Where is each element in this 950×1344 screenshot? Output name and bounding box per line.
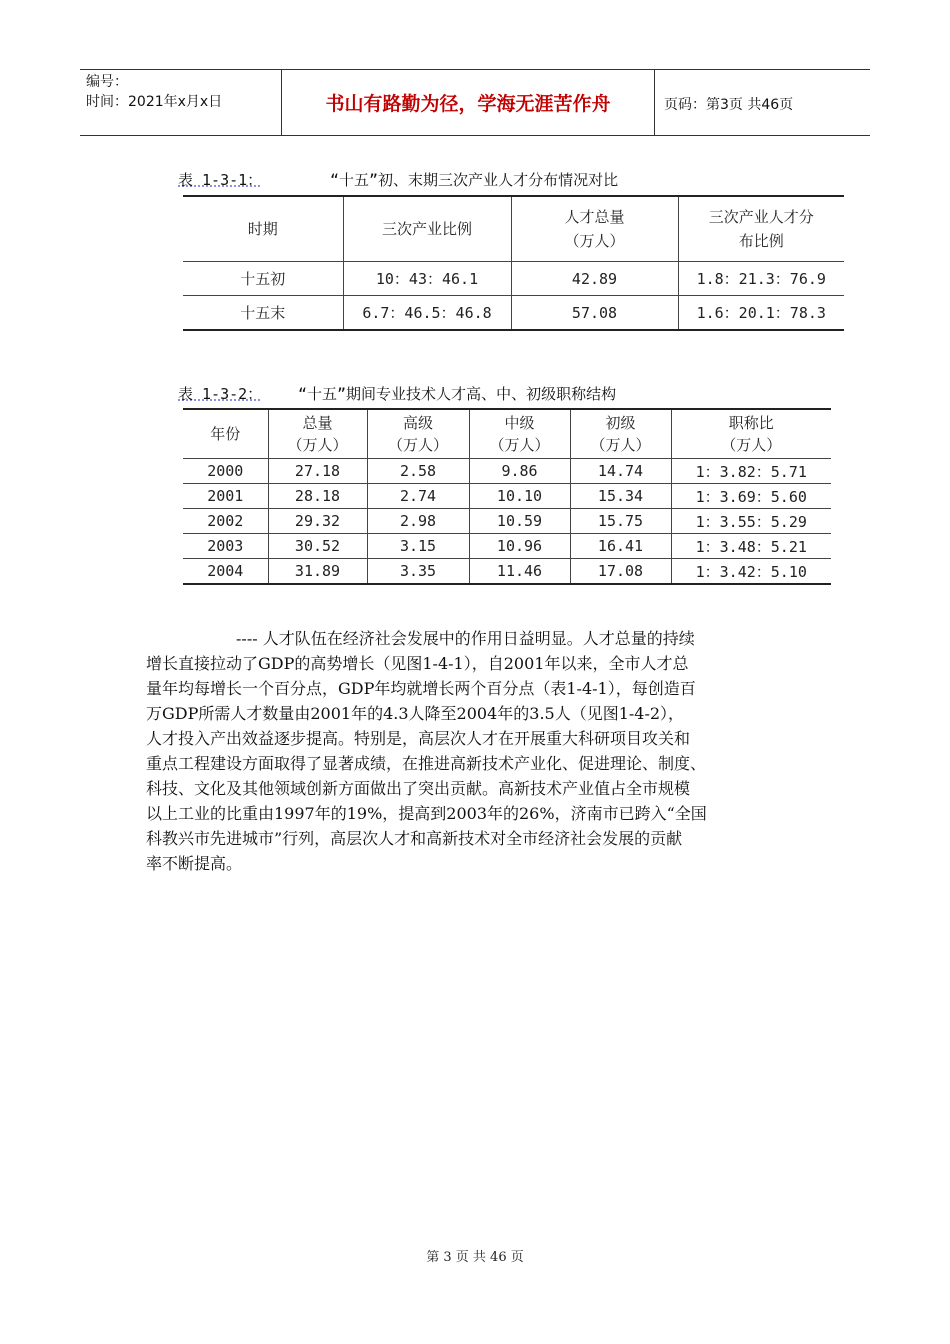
table2-cell: 14.74 bbox=[570, 459, 671, 484]
table1-cell: 6.7：46.5：46.8 bbox=[343, 296, 511, 331]
paragraph-line: 人才投入产出效益逐步提高。特别是，高层次人才在开展重大科研项目攻关和 bbox=[146, 729, 691, 748]
table1-header-cell: 人才总量 （万人） bbox=[511, 196, 678, 262]
table1-header-row bbox=[183, 196, 844, 262]
header-page-label: 页码：第3页 共46页 bbox=[664, 97, 794, 113]
table2-header-row bbox=[183, 409, 831, 459]
table2-cell: 1：3.48：5.21 bbox=[671, 534, 831, 559]
table1-header-cell: 时期 bbox=[183, 196, 343, 262]
table2-cell: 9.86 bbox=[469, 459, 570, 484]
table1-cell: 十五初 bbox=[183, 262, 343, 296]
table2-cell: 28.18 bbox=[268, 484, 367, 509]
table2-cell: 2004 bbox=[183, 559, 268, 585]
table2-cell: 1：3.42：5.10 bbox=[671, 559, 831, 585]
table2-header-cell: 总量 （万人） bbox=[268, 409, 367, 459]
table1-caption bbox=[178, 169, 778, 190]
document-number-label: 编号： bbox=[86, 74, 128, 90]
table1-cell: 1.6：20.1：78.3 bbox=[678, 296, 844, 331]
table2-cell: 11.46 bbox=[469, 559, 570, 585]
table2-cell: 10.59 bbox=[469, 509, 570, 534]
table2-caption-title: “十五”期间专业技术人才高、中、初级职称结构 bbox=[298, 385, 617, 403]
table2-header-cell: 高级 （万人） bbox=[367, 409, 469, 459]
paragraph-line: 增长直接拉动了GDP的高势增长（见图1-4-1），自2001年以来，全市人才总 bbox=[146, 654, 689, 673]
table2-cell: 15.75 bbox=[570, 509, 671, 534]
table2-cell: 31.89 bbox=[268, 559, 367, 585]
table2-cell: 3.15 bbox=[367, 534, 469, 559]
header-bottom-rule bbox=[80, 135, 870, 136]
table-row bbox=[183, 296, 844, 331]
table1 bbox=[183, 195, 844, 331]
table2-caption-number: 表 1-3-2： bbox=[178, 385, 263, 403]
table2-cell: 2.58 bbox=[367, 459, 469, 484]
header-motto: 书山有路勤为径，学海无涯苦作舟 bbox=[325, 92, 611, 115]
table2-cell: 15.34 bbox=[570, 484, 671, 509]
paragraph-line: ---- 人才队伍在经济社会发展中的作用日益明显。人才总量的持续 bbox=[236, 629, 695, 648]
header-divider-right bbox=[654, 69, 655, 135]
paragraph-line: 以上工业的比重由1997年的19%，提高到2003年的26%，济南市已跨入“全国 bbox=[146, 804, 707, 823]
table2-header-cell: 年份 bbox=[183, 409, 268, 459]
table2-cell: 2.98 bbox=[367, 509, 469, 534]
paragraph-line: 量年均每增长一个百分点，GDP年均就增长两个百分点（表1-4-1），每创造百 bbox=[146, 679, 696, 698]
table-row bbox=[183, 559, 831, 585]
table2-cell: 10.10 bbox=[469, 484, 570, 509]
table1-header-cell: 三次产业人才分 布比例 bbox=[678, 196, 844, 262]
table-row bbox=[183, 459, 831, 484]
table2-caption bbox=[178, 383, 778, 404]
table-row bbox=[183, 534, 831, 559]
paragraph-line: 率不断提高。 bbox=[146, 854, 243, 873]
table1-caption-number: 表 1-3-1： bbox=[178, 171, 263, 189]
document-date-label: 时间：2021年x月x日 bbox=[86, 94, 223, 110]
table1-cell: 1.8：21.3：76.9 bbox=[678, 262, 844, 296]
body-paragraph bbox=[146, 626, 806, 876]
table2-cell: 1：3.69：5.60 bbox=[671, 484, 831, 509]
table2-cell: 30.52 bbox=[268, 534, 367, 559]
table2-cell: 3.35 bbox=[367, 559, 469, 585]
table1-cell: 42.89 bbox=[511, 262, 678, 296]
table1-caption-title: “十五”初、末期三次产业人才分布情况对比 bbox=[330, 171, 619, 189]
table2-cell: 2002 bbox=[183, 509, 268, 534]
table2-header-cell: 初级 （万人） bbox=[570, 409, 671, 459]
table2-cell: 2003 bbox=[183, 534, 268, 559]
table2-cell: 1：3.55：5.29 bbox=[671, 509, 831, 534]
table2-cell: 2001 bbox=[183, 484, 268, 509]
table1-cell: 10：43：46.1 bbox=[343, 262, 511, 296]
header-meta bbox=[86, 72, 222, 112]
table-row bbox=[183, 484, 831, 509]
table2-cell: 2.74 bbox=[367, 484, 469, 509]
table2 bbox=[183, 408, 831, 585]
table2-cell: 16.41 bbox=[570, 534, 671, 559]
page-footer: 第 3 页 共 46 页 bbox=[426, 1250, 524, 1265]
paragraph-line: 重点工程建设方面取得了显著成绩，在推进高新技术产业化、促进理论、制度、 bbox=[146, 754, 707, 773]
table2-cell: 27.18 bbox=[268, 459, 367, 484]
table2-cell: 17.08 bbox=[570, 559, 671, 585]
table2-cell: 2000 bbox=[183, 459, 268, 484]
table2-cell: 29.32 bbox=[268, 509, 367, 534]
table-row bbox=[183, 509, 831, 534]
table2-cell: 10.96 bbox=[469, 534, 570, 559]
paragraph-line: 科教兴市先进城市”行列，高层次人才和高新技术对全市经济社会发展的贡献 bbox=[146, 829, 683, 848]
table-row bbox=[183, 262, 844, 296]
table1-header-cell: 三次产业比例 bbox=[343, 196, 511, 262]
table2-cell: 1：3.82：5.71 bbox=[671, 459, 831, 484]
paragraph-line: 万GDP所需人才数量由2001年的4.3人降至2004年的3.5人（见图1-4-2）， bbox=[146, 704, 685, 723]
paragraph-line: 科技、文化及其他领域创新方面做出了突出贡献。高新技术产业值占全市规模 bbox=[146, 779, 691, 798]
table2-header-cell: 职称比 （万人） bbox=[671, 409, 831, 459]
table1-cell: 57.08 bbox=[511, 296, 678, 331]
table1-cell: 十五末 bbox=[183, 296, 343, 331]
table2-header-cell: 中级 （万人） bbox=[469, 409, 570, 459]
